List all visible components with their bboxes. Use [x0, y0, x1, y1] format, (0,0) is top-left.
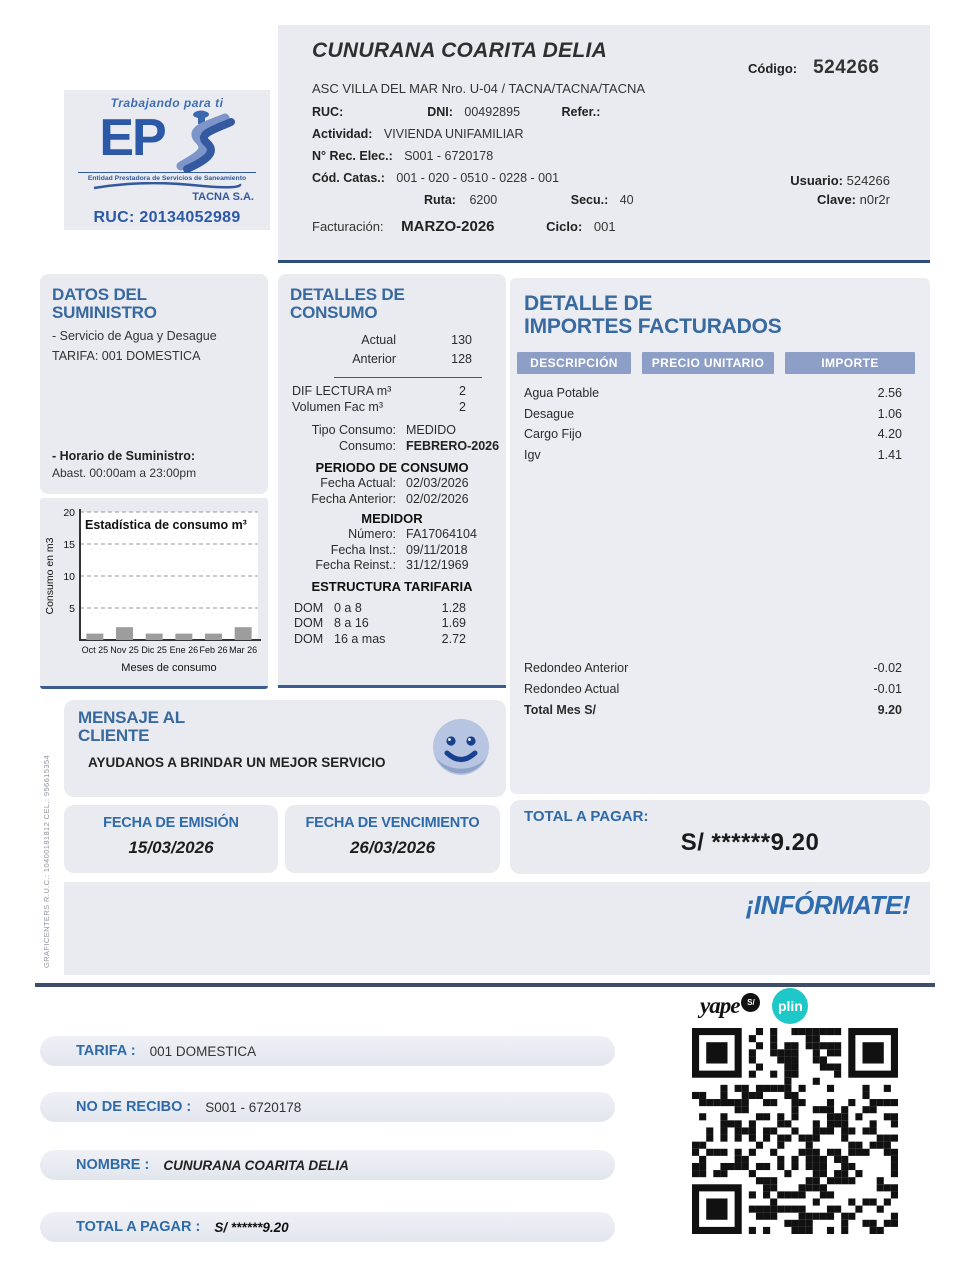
customer-name: CUNURANA COARITA DELIA [312, 39, 608, 62]
fecha-actual-row [278, 476, 506, 492]
dif-lectura-row [278, 384, 506, 400]
svg-text:Oct 25: Oct 25 [81, 645, 109, 655]
svg-text:Mar 26: Mar 26 [229, 645, 258, 655]
invoice-row: Desague 1.06 [524, 406, 902, 421]
stub-row [40, 1150, 615, 1180]
message-title-line1: MENSAJE AL [78, 708, 185, 727]
facturacion-value: MARZO-2026 [401, 218, 495, 235]
medidor-title: MEDIDOR [361, 511, 423, 526]
actual-label: Actual [361, 333, 396, 347]
yape-badge-icon: S/ [741, 993, 760, 1012]
svg-text:Feb 26: Feb 26 [199, 645, 228, 655]
yape-logo-text: yape [700, 993, 740, 1018]
reading-anterior-row [278, 350, 506, 369]
payment-logos [700, 988, 808, 1024]
vol-label: Volumen Fac m³ [292, 399, 384, 414]
tarifa-line: TARIFA: 001 DOMESTICA [52, 349, 201, 363]
informate-text: ¡INFÓRMATE! [745, 890, 910, 920]
consumption-title-line1: DETALLES DE [290, 285, 405, 304]
stub-row-value: S/ ******9.20 [214, 1219, 289, 1235]
clave-label: Clave: [816, 192, 857, 207]
svg-text:Meses de consumo: Meses de consumo [121, 662, 217, 674]
dif-label: DIF LECTURA m³ [292, 384, 392, 398]
secu-value: 40 [619, 193, 634, 207]
fecha-actual-value: 02/03/2026 [406, 476, 469, 490]
supply-data-panel [40, 274, 268, 494]
consumo-value: FEBRERO-2026 [406, 438, 500, 453]
svg-text:20: 20 [63, 507, 75, 519]
consumo-label: Consumo: [339, 438, 396, 453]
recibo-electronico-row [312, 149, 493, 163]
message-body: AYUDANOS A BRINDAR UN MEJOR SERVICIO [88, 755, 386, 770]
service-line: - Servicio de Agua y Desague [52, 329, 217, 343]
consumption-title-line2: CONSUMO [290, 303, 378, 322]
invoice-title-line1: DETALLE DE [524, 292, 653, 315]
tariff-structure-rows [278, 601, 506, 648]
fecha-reinst-value: 31/12/1969 [406, 558, 469, 572]
usuario-label: Usuario: [790, 173, 843, 188]
customer-address: ASC VILLA DEL MAR Nro. U-04 / TACNA/TACNA/TACNA [312, 81, 646, 96]
usuario-clave-block [790, 171, 890, 209]
stub-row-value: S001 - 6720178 [205, 1099, 302, 1115]
svg-text:Estadística de consumo m³: Estadística de consumo m³ [85, 518, 247, 532]
stub-row-label: NO DE RECIBO : [76, 1099, 196, 1115]
stub-row-value: CUNURANA COARITA DELIA [163, 1157, 349, 1173]
due-date-label: FECHA DE VENCIMIENTO [305, 815, 480, 831]
invoice-table-header [517, 352, 922, 374]
plin-logo: plin [772, 988, 808, 1024]
svg-text:Consumo en m3: Consumo en m3 [44, 537, 56, 615]
column-header-importe: IMPORTE [785, 352, 915, 374]
stub-row [40, 1036, 615, 1066]
yape-logo [700, 993, 760, 1019]
total-to-pay-value: S/ ******9.20 [680, 829, 820, 856]
invoice-totals-rows [510, 658, 930, 721]
invoice-row: Igv 1.41 [524, 447, 902, 462]
emission-date-box [64, 805, 278, 873]
consumo-mes-row [278, 439, 506, 455]
account-header [278, 25, 930, 263]
usuario-row [790, 171, 890, 190]
column-header-descripcion: DESCRIPCIÓN [517, 352, 631, 374]
stub-row-value: 001 DOMESTICA [149, 1043, 257, 1059]
fecha-actual-label: Fecha Actual: [320, 476, 396, 490]
schedule-label: - Horario de Suministro: [52, 449, 196, 463]
supply-title-line1: DATOS DEL [52, 285, 147, 304]
svg-text:5: 5 [69, 603, 75, 615]
ruta-label: Ruta: [424, 193, 456, 207]
invoice-title-line2: IMPORTES FACTURADOS [524, 315, 782, 338]
anterior-label: Anterior [352, 352, 396, 366]
due-date-value: 26/03/2026 [349, 838, 436, 857]
invoice-rows [510, 383, 930, 465]
actividad-label: Actividad: [312, 127, 373, 141]
tipo-consumo-row [278, 423, 506, 439]
secu-label: Secu.: [570, 193, 609, 207]
tariff-row: DOM 8 a 16 1.69 [294, 616, 466, 630]
svg-text:Dic 25: Dic 25 [141, 645, 167, 655]
invoice-row: Total Mes S/ 9.20 [524, 703, 902, 717]
codigo-value: 524266 [813, 57, 880, 78]
emission-date-value: 15/03/2026 [128, 838, 214, 857]
refer-label: Refer.: [561, 105, 601, 119]
fecha-inst-row [278, 543, 506, 559]
facturacion-row [312, 218, 616, 235]
logo-swoosh-line [92, 182, 242, 190]
anterior-value: 128 [451, 352, 472, 366]
supply-title-line2: SUMINISTRO [52, 303, 157, 322]
eps-logo [64, 110, 270, 172]
reading-divider [334, 377, 482, 378]
stub-row-label: NOMBRE : [76, 1157, 154, 1173]
river-faucet-icon [165, 110, 235, 172]
dni-value: 00492895 [464, 105, 521, 119]
usuario-value: 524266 [846, 173, 890, 188]
logo-subtitle: Entidad Prestadora de Servicios de Saneamiento [78, 172, 256, 182]
actual-value: 130 [451, 333, 472, 347]
fecha-anterior-value: 02/02/2026 [406, 491, 469, 506]
svg-text:Ene 26: Ene 26 [169, 645, 199, 655]
ciclo-label: Ciclo: [546, 219, 583, 234]
dni-label: DNI: [427, 105, 453, 119]
invoice-row: Redondeo Actual -0.01 [524, 682, 902, 696]
logo-tagline: Trabajando para ti [110, 96, 224, 110]
tariff-row: DOM 16 a mas 2.72 [294, 631, 466, 646]
clave-row [790, 190, 890, 209]
printer-credit-vertical-text: GRAFICENTERS R.U.C.: 10400181812 CEL.: 956615354 [42, 754, 51, 968]
fecha-inst-value: 09/11/2018 [406, 542, 468, 557]
message-title-line2: CLIENTE [78, 726, 150, 745]
fecha-reinst-label: Fecha Reinst.: [315, 558, 396, 572]
ciclo-value: 001 [593, 219, 616, 234]
numero-label: Número: [348, 527, 396, 541]
stub-row [40, 1092, 615, 1122]
vol-value: 2 [459, 399, 466, 414]
consumption-chart-panel [40, 498, 268, 689]
svg-text:Nov 25: Nov 25 [110, 645, 139, 655]
svg-text:10: 10 [63, 571, 75, 583]
fecha-anterior-row [278, 492, 506, 508]
invoice-row: Redondeo Anterior -0.02 [524, 661, 902, 675]
ruc-dni-row [312, 105, 600, 119]
consumption-bar-chart [42, 500, 266, 684]
logo-company-name: TACNA S.A. [192, 191, 254, 203]
schedule-value: Abast. 00:00am a 23:00pm [52, 466, 197, 480]
actividad-row [312, 127, 524, 141]
ruta-value: 6200 [469, 193, 498, 207]
customer-message-panel [64, 700, 506, 797]
codigo-row [748, 57, 880, 79]
emission-date-label: FECHA DE EMISIÓN [103, 815, 239, 831]
total-to-pay-box [510, 800, 930, 874]
consumption-details-panel [278, 274, 506, 688]
codigo-catastral-row [312, 171, 559, 185]
dif-value: 2 [459, 384, 466, 398]
fecha-inst-label: Fecha Inst.: [330, 542, 396, 557]
ruta-secu-row [424, 193, 634, 207]
ruc-label: RUC: [312, 105, 344, 119]
tipo-label: Tipo Consumo: [311, 423, 396, 437]
stub-row-label: TOTAL A PAGAR : [76, 1219, 205, 1235]
actividad-value: VIVIENDA UNIFAMILIAR [383, 127, 524, 141]
total-to-pay-label: TOTAL A PAGAR: [524, 808, 649, 825]
periodo-title: PERIODO DE CONSUMO [315, 460, 469, 475]
stub-row [40, 1212, 615, 1242]
invoice-row: Cargo Fijo 4.20 [524, 427, 902, 441]
volumen-row [278, 400, 506, 416]
informate-band [64, 882, 930, 975]
tariff-row: DOM 0 a 8 1.28 [294, 600, 466, 615]
numero-value: FA17064104 [406, 527, 477, 541]
invoice-row: Agua Potable 2.56 [524, 386, 902, 400]
estructura-title: ESTRUCTURA TARIFARIA [311, 578, 473, 594]
stub-row-label: TARIFA : [76, 1043, 140, 1059]
reading-actual-row [278, 331, 506, 350]
tear-off-divider [35, 983, 935, 987]
payment-qr-code [692, 1028, 898, 1234]
clave-value: n0r2r [859, 192, 890, 207]
eps-logo-text: EP [99, 109, 165, 167]
cod-catas-value: 001 - 020 - 0510 - 0228 - 001 [396, 171, 560, 185]
rec-elec-value: S001 - 6720178 [404, 149, 494, 163]
column-header-precio-unitario: PRECIO UNITARIO [642, 352, 774, 374]
codigo-label: Código: [748, 61, 798, 76]
cod-catas-label: Cód. Catas.: [312, 171, 385, 185]
medidor-numero-row [278, 527, 506, 543]
fecha-reinst-row [278, 558, 506, 574]
smiley-face-icon [430, 716, 492, 778]
fecha-anterior-label: Fecha Anterior: [311, 491, 396, 506]
billed-amounts-panel [510, 278, 930, 794]
rec-elec-label: N° Rec. Elec.: [312, 149, 393, 163]
company-logo-block [64, 90, 270, 230]
svg-text:15: 15 [63, 539, 75, 551]
company-ruc: RUC: 20134052989 [93, 209, 241, 226]
facturacion-label: Facturación: [312, 219, 384, 234]
due-date-box [285, 805, 500, 873]
tipo-value: MEDIDO [406, 423, 456, 437]
